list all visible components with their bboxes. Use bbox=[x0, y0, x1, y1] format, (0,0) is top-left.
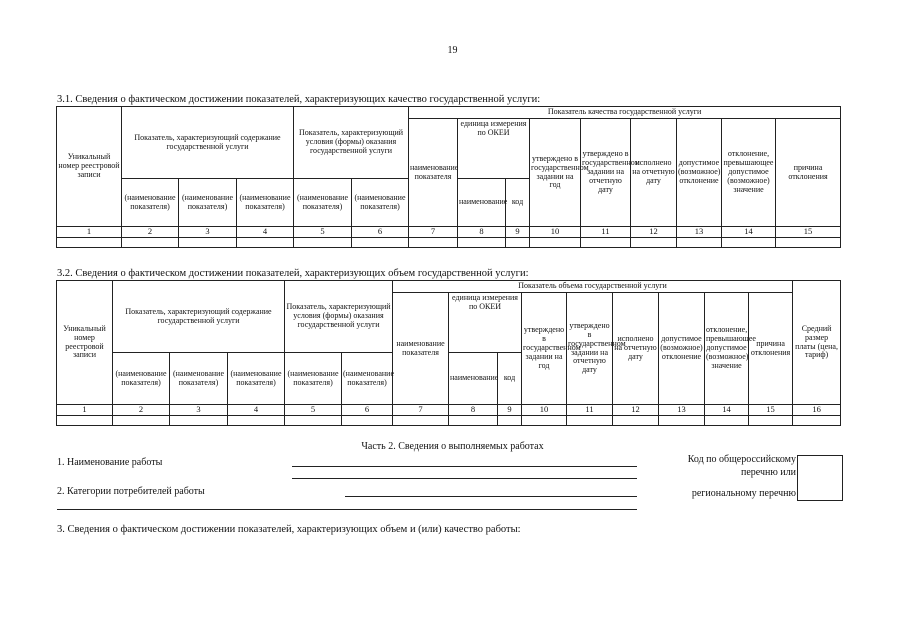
col-sub-name: (наименование показателя) bbox=[352, 179, 409, 227]
col-exceeding-deviation: отклонение, превышающее допустимое (возможное) значение bbox=[705, 293, 749, 405]
table-row bbox=[57, 415, 841, 425]
col-unique-record-number: Уникальный номер реестровой записи bbox=[57, 281, 113, 405]
column-number: 6 bbox=[352, 227, 409, 238]
col-sub-name: (наименование показателя) bbox=[122, 179, 179, 227]
column-number: 15 bbox=[749, 405, 793, 416]
col-sub-name: (наименование показателя) bbox=[342, 353, 393, 405]
empty-cell[interactable] bbox=[393, 415, 449, 425]
empty-cell[interactable] bbox=[294, 237, 352, 247]
col-content-indicator: Показатель, характеризующий содержание государственной услуги bbox=[122, 107, 294, 179]
column-number: 12 bbox=[613, 405, 659, 416]
empty-cell[interactable] bbox=[352, 237, 409, 247]
column-number: 2 bbox=[122, 227, 179, 238]
empty-cell[interactable] bbox=[567, 415, 613, 425]
column-number: 6 bbox=[342, 405, 393, 416]
quality-indicators-table bbox=[56, 106, 841, 248]
col-approved-year: утверждено в государственном задании на год bbox=[530, 119, 581, 227]
column-number: 9 bbox=[498, 405, 522, 416]
column-number: 14 bbox=[705, 405, 749, 416]
empty-cell[interactable] bbox=[228, 415, 285, 425]
col-approved-date: утверждено в государственном задании на отчетную дату bbox=[581, 119, 631, 227]
col-sub-name: (наименование показателя) bbox=[237, 179, 294, 227]
empty-cell[interactable] bbox=[170, 415, 228, 425]
section-3-heading: 3. Сведения о фактическом достижении показателей, характеризующих объем и (или) качество работы: bbox=[57, 524, 521, 535]
col-approved-year: утверждено в государственном задании на год bbox=[522, 293, 567, 405]
empty-cell[interactable] bbox=[237, 237, 294, 247]
column-number: 14 bbox=[722, 227, 776, 238]
work-name-line[interactable] bbox=[292, 466, 637, 467]
col-allowed-deviation: допустимое (возможное) отклонение bbox=[677, 119, 722, 227]
column-number: 16 bbox=[793, 405, 841, 416]
column-number: 5 bbox=[294, 227, 352, 238]
page-number: 19 bbox=[447, 45, 458, 56]
empty-cell[interactable] bbox=[409, 237, 458, 247]
col-sub-name: (наименование показателя) bbox=[170, 353, 228, 405]
col-deviation-reason: причина отклонения bbox=[749, 293, 793, 405]
empty-cell[interactable] bbox=[285, 415, 342, 425]
column-number: 8 bbox=[458, 227, 506, 238]
column-number: 4 bbox=[237, 227, 294, 238]
col-unit-okei: единица измерения по ОКЕИ bbox=[458, 119, 530, 179]
col-done: исполнено на отчетную дату bbox=[631, 119, 677, 227]
column-number: 1 bbox=[57, 405, 113, 416]
consumer-categories-label: 2. Категории потребителей работы bbox=[57, 486, 205, 497]
empty-cell[interactable] bbox=[722, 237, 776, 247]
column-number: 8 bbox=[449, 405, 498, 416]
empty-cell[interactable] bbox=[659, 415, 705, 425]
empty-cell[interactable] bbox=[113, 415, 170, 425]
empty-cell[interactable] bbox=[57, 415, 113, 425]
empty-cell[interactable] bbox=[449, 415, 498, 425]
empty-cell[interactable] bbox=[581, 237, 631, 247]
col-unique-record-number: Уникальный номер реестровой записи bbox=[57, 107, 122, 227]
volume-indicators-table bbox=[56, 280, 841, 426]
col-unit-name: наименование bbox=[458, 179, 506, 227]
column-number: 15 bbox=[776, 227, 841, 238]
col-sub-name: (наименование показателя) bbox=[285, 353, 342, 405]
col-approved-date: утверждено в государственном задании на отчетную дату bbox=[567, 293, 613, 405]
empty-cell[interactable] bbox=[122, 237, 179, 247]
col-unit-code: код bbox=[498, 353, 522, 405]
empty-cell[interactable] bbox=[631, 237, 677, 247]
col-unit-okei: единица измерения по ОКЕИ bbox=[449, 293, 522, 353]
column-number: 10 bbox=[530, 227, 581, 238]
column-number: 11 bbox=[581, 227, 631, 238]
col-quality-group: Показатель качества государственной услуги bbox=[409, 107, 841, 119]
col-unit-name: наименование bbox=[449, 353, 498, 405]
col-average-price: Средний размер платы (цена, тариф) bbox=[793, 281, 841, 405]
column-number: 3 bbox=[170, 405, 228, 416]
empty-cell[interactable] bbox=[705, 415, 749, 425]
regional-catalog-label: региональному перечню bbox=[691, 488, 796, 499]
consumer-categories-line[interactable] bbox=[345, 496, 637, 497]
col-conditions-indicator: Показатель, характеризующий условия (формы) оказания государственной услуги bbox=[294, 107, 409, 179]
col-allowed-deviation: допустимое (возможное) отклонение bbox=[659, 293, 705, 405]
column-number: 13 bbox=[659, 405, 705, 416]
column-number: 7 bbox=[409, 227, 458, 238]
empty-cell[interactable] bbox=[749, 415, 793, 425]
col-exceeding-deviation: отклонение, превышающее допустимое (возможное) значение bbox=[722, 119, 776, 227]
catalog-code-box[interactable] bbox=[797, 455, 843, 501]
empty-cell[interactable] bbox=[522, 415, 567, 425]
catalog-code-label bbox=[655, 454, 796, 479]
col-content-indicator: Показатель, характеризующий содержание государственной услуги bbox=[113, 281, 285, 353]
column-number: 4 bbox=[228, 405, 285, 416]
empty-cell[interactable] bbox=[677, 237, 722, 247]
col-deviation-reason: причина отклонения bbox=[776, 119, 841, 227]
column-number: 13 bbox=[677, 227, 722, 238]
column-number: 9 bbox=[506, 227, 530, 238]
col-sub-name: (наименование показателя) bbox=[228, 353, 285, 405]
col-indicator-name: наименование показателя bbox=[409, 119, 458, 227]
empty-cell[interactable] bbox=[776, 237, 841, 247]
column-number: 2 bbox=[113, 405, 170, 416]
col-conditions-indicator: Показатель, характеризующий условия (формы) оказания государственной услуги bbox=[285, 281, 393, 353]
empty-cell[interactable] bbox=[506, 237, 530, 247]
empty-cell[interactable] bbox=[530, 237, 581, 247]
col-unit-code: код bbox=[506, 179, 530, 227]
column-number: 10 bbox=[522, 405, 567, 416]
col-sub-name: (наименование показателя) bbox=[179, 179, 237, 227]
empty-cell[interactable] bbox=[613, 415, 659, 425]
part-2-title: Часть 2. Сведения о выполняемых работах bbox=[361, 441, 544, 452]
column-number: 11 bbox=[567, 405, 613, 416]
table-row bbox=[57, 237, 841, 247]
column-number: 1 bbox=[57, 227, 122, 238]
catalog-code-line-1: Код по общероссийскому bbox=[687, 454, 796, 465]
col-done: исполнено на отчетную дату bbox=[613, 293, 659, 405]
column-number: 12 bbox=[631, 227, 677, 238]
work-name-label: 1. Наименование работы bbox=[57, 457, 163, 468]
empty-cell[interactable] bbox=[179, 237, 237, 247]
work-name-line-2[interactable] bbox=[292, 478, 637, 479]
section-3-2-heading: 3.2. Сведения о фактическом достижении показателей, характеризующих объем государственной услуги: bbox=[57, 268, 529, 279]
col-volume-group: Показатель объема государственной услуги bbox=[393, 281, 793, 293]
empty-cell[interactable] bbox=[793, 415, 841, 425]
empty-cell[interactable] bbox=[498, 415, 522, 425]
column-number: 7 bbox=[393, 405, 449, 416]
col-indicator-name: наименование показателя bbox=[393, 293, 449, 405]
section-3-1-heading: 3.1. Сведения о фактическом достижении показателей, характеризующих качество государственной услуги: bbox=[57, 94, 541, 105]
column-number: 3 bbox=[179, 227, 237, 238]
col-sub-name: (наименование показателя) bbox=[113, 353, 170, 405]
column-number: 5 bbox=[285, 405, 342, 416]
col-sub-name: (наименование показателя) bbox=[294, 179, 352, 227]
empty-cell[interactable] bbox=[458, 237, 506, 247]
empty-cell[interactable] bbox=[57, 237, 122, 247]
catalog-code-line-2: перечню или bbox=[740, 466, 796, 478]
consumer-categories-line-2[interactable] bbox=[57, 509, 637, 510]
empty-cell[interactable] bbox=[342, 415, 393, 425]
